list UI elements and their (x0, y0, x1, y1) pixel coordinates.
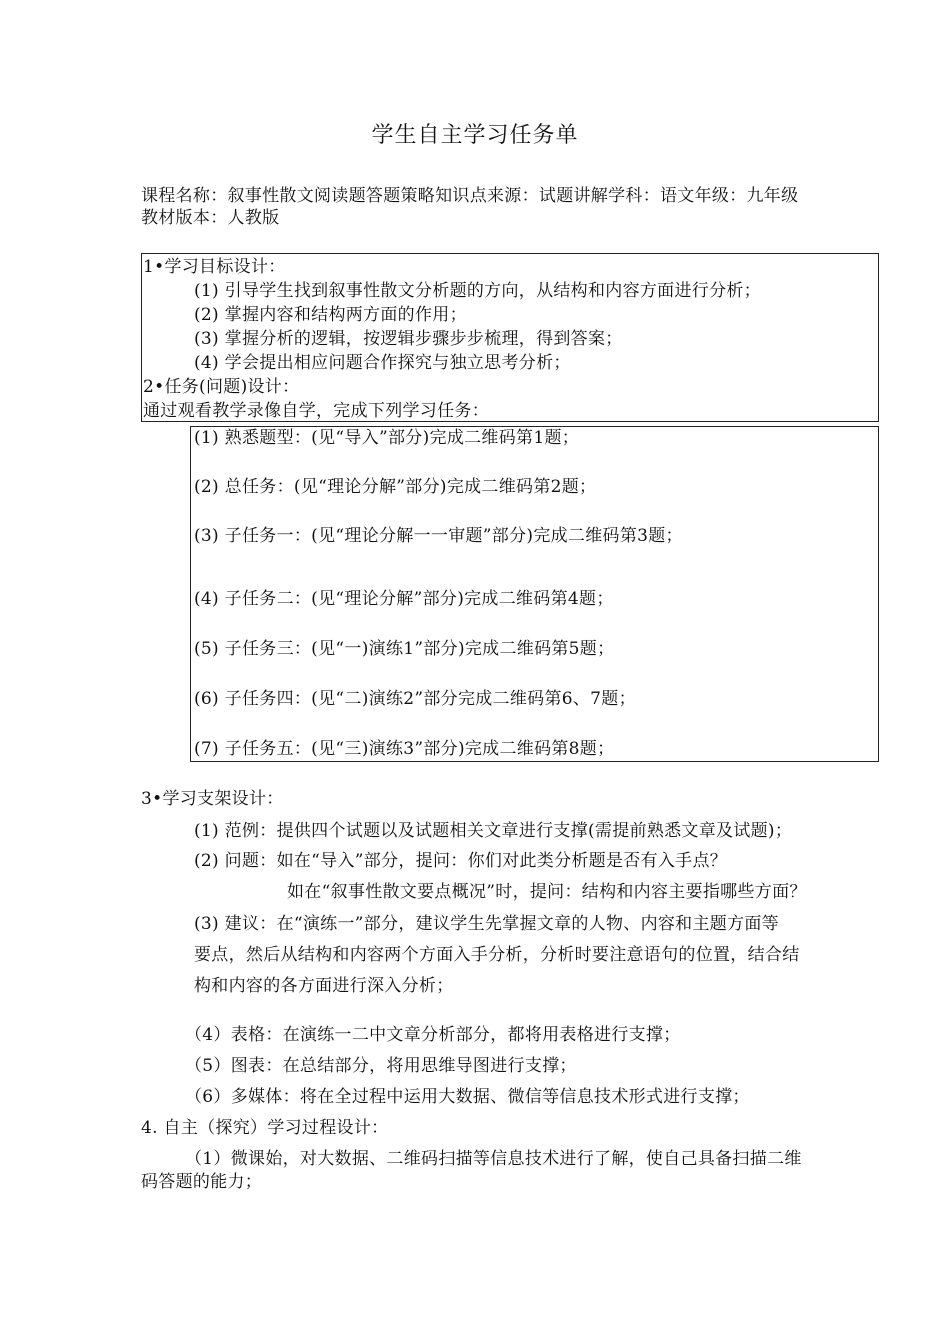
section2-intro: 通过观看教学录像自学，完成下列学习任务： (143, 401, 489, 421)
objective-item: (2) 掌握内容和结构两方面的作用； (194, 305, 467, 325)
task-item: (4) 子任务二：(见“理论分解”部分)完成二维码第4题； (194, 589, 614, 609)
task-item: (5) 子任务三：(见“一)演练1”部分)完成二维码第5题； (194, 639, 615, 659)
scaffold-suggestion-line: 要点，然后从结构和内容两个方面入手分析，分析时要注意语句的位置，结合结 (194, 945, 800, 965)
section1-heading: 1•学习目标设计： (143, 257, 286, 277)
process-item-line: （1）微课始，对大数据、二维码扫描等信息技术进行了解，使自己具备扫描二维 (185, 1149, 802, 1169)
scaffold-example: (1) 范例：提供四个试题以及试题相关文章进行支撑(需提前熟悉文章及试题)； (194, 821, 793, 841)
scaffold-question: (2) 问题：如在“导入”部分，提问：你们对此类分析题是否有入手点？ (194, 851, 728, 871)
scaffold-item: （6）多媒体：将在全过程中运用大数据、微信等信息技术形式进行支撑； (185, 1087, 750, 1107)
objective-item: (3) 掌握分析的逻辑，按逻辑步骤步步梳理，得到答案； (194, 329, 623, 349)
section2-heading: 2•任务(问题)设计： (143, 377, 300, 397)
task-item: (1) 熟悉题型：(见“导入”部分)完成二维码第1题； (194, 428, 580, 448)
course-info-line: 课程名称：叙事性散文阅读题答题策略知识点来源：试题讲解学科：语文年级：九年级 (141, 186, 799, 206)
task-item: (7) 子任务五：(见“三)演练3”部分)完成二维码第8题； (194, 739, 615, 759)
objective-item: (4) 学会提出相应问题合作探究与独立思考分析； (194, 353, 571, 373)
textbook-version-line: 教材版本：人教版 (141, 208, 280, 228)
scaffold-question-2: 如在“叙事性散文要点概况”时，提问：结构和内容主要指哪些方面？ (287, 882, 807, 902)
section3-heading: 3•学习支架设计： (141, 789, 284, 809)
scaffold-suggestion-line: (3) 建议：在“演练一”部分，建议学生先掌握文章的人物、内容和主题方面等 (194, 914, 779, 934)
scaffold-suggestion-line: 构和内容的各方面进行深入分析； (194, 976, 454, 996)
task-item: (6) 子任务四：(见“二)演练2”部分完成二维码第6、7题； (194, 689, 636, 709)
task-item: (3) 子任务一：(见“理论分解一一审题”部分)完成二维码第3题； (194, 526, 683, 546)
process-item-line: 码答题的能力； (141, 1172, 263, 1192)
scaffold-item: （4）表格：在演练一二中文章分析部分，都将用表格进行支撑； (185, 1025, 681, 1045)
page-title: 学生自主学习任务单 (371, 123, 579, 148)
objective-item: (1) 引导学生找到叙事性散文分析题的方向，从结构和内容方面进行分析； (194, 281, 761, 301)
task-item: (2) 总任务：(见“理论分解”部分)完成二维码第2题； (194, 477, 597, 497)
scaffold-item: （5）图表：在总结部分，将用思维导图进行支撑； (185, 1056, 577, 1076)
section4-heading: 4. 自主（探究）学习过程设计： (141, 1118, 389, 1138)
